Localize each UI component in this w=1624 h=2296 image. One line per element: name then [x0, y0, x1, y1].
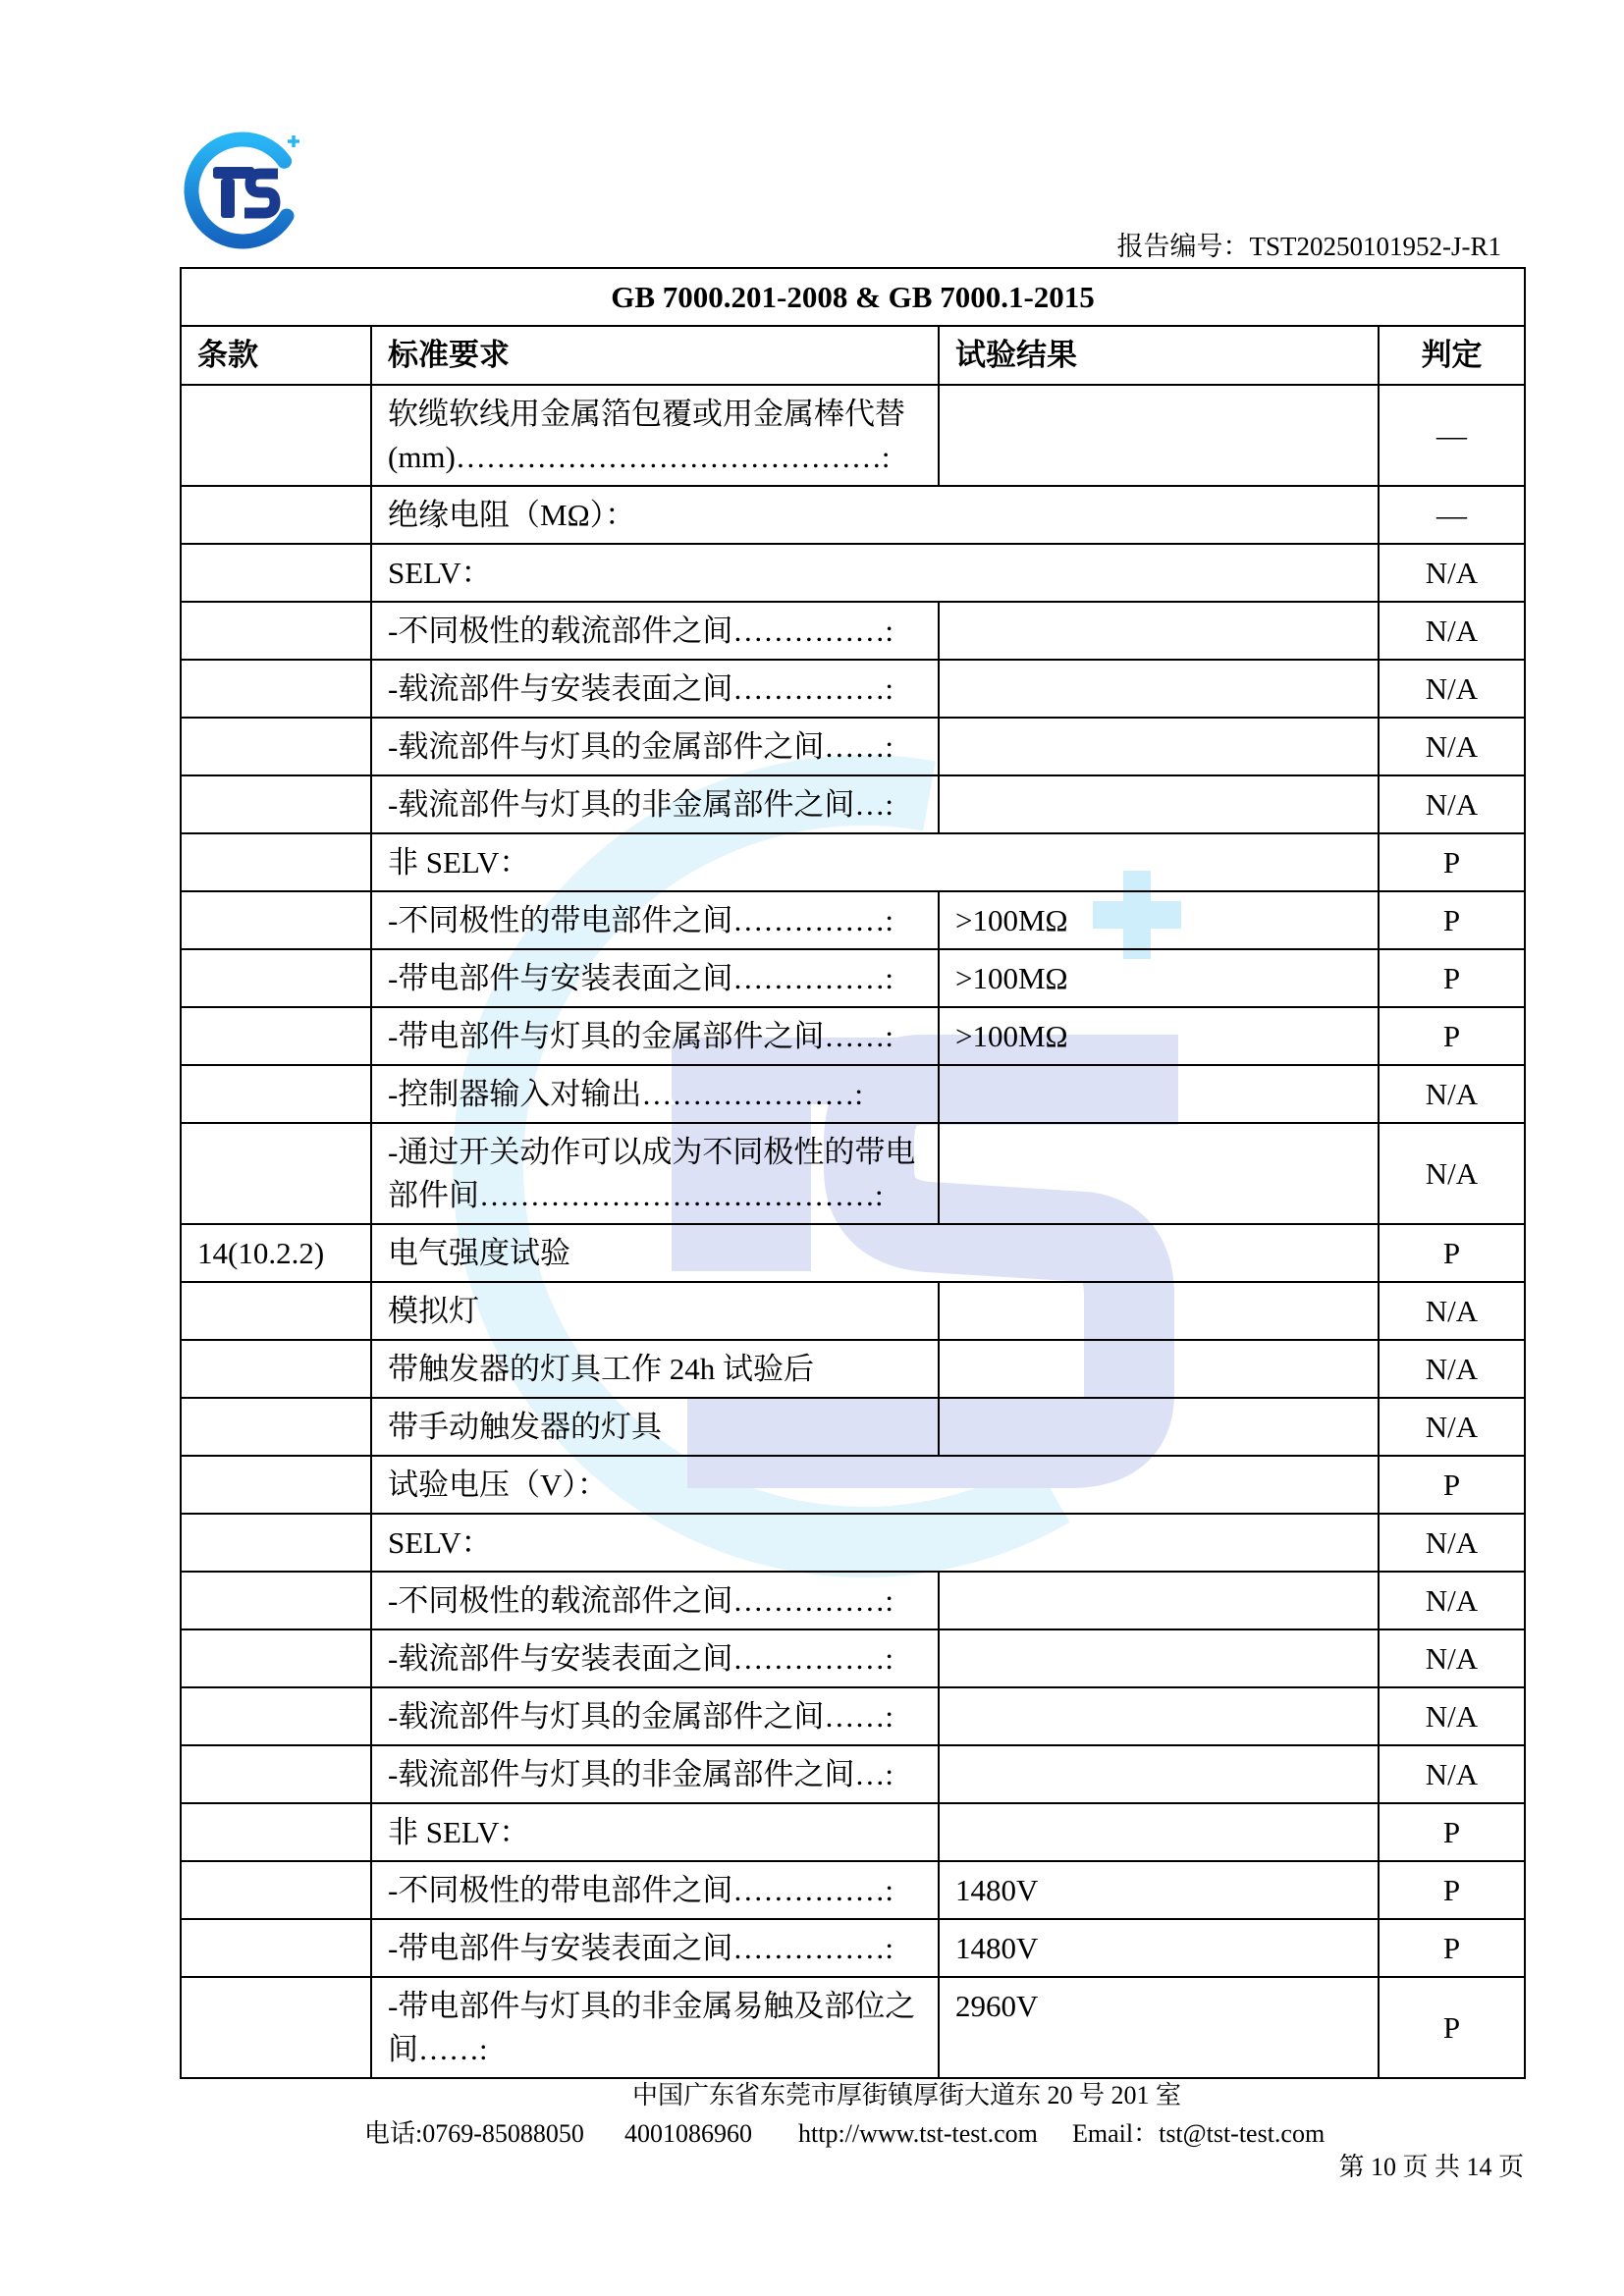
- clause-cell: [181, 1803, 371, 1861]
- footer-phone: 电话:0769-85088050: [364, 2119, 584, 2148]
- requirement-cell: -载流部件与安装表面之间……………:: [371, 660, 939, 718]
- report-number: 报告编号：TST20250101952-J-R1: [1116, 232, 1501, 261]
- table-row: [181, 775, 1525, 833]
- clause-cell: [181, 1282, 371, 1340]
- result-cell: [939, 660, 1379, 718]
- verdict-cell: —: [1379, 486, 1525, 544]
- table-row: [181, 1224, 1525, 1282]
- verdict-cell: P: [1379, 1977, 1525, 2078]
- result-cell: 2960V: [939, 1977, 1379, 2078]
- table-row: [181, 1123, 1525, 1224]
- table-row: [181, 1919, 1525, 1977]
- verdict-cell: N/A: [1379, 1572, 1525, 1629]
- requirement-cell: -不同极性的载流部件之间……………:: [371, 1572, 939, 1629]
- table-row: [181, 1745, 1525, 1803]
- verdict-cell: P: [1379, 891, 1525, 949]
- table-row: [181, 1065, 1525, 1123]
- clause-cell: [181, 1514, 371, 1572]
- table-header-row: [181, 326, 1525, 385]
- table-row: [181, 1687, 1525, 1745]
- table-row: [181, 1514, 1525, 1572]
- column-header-requirement: 标准要求: [371, 326, 939, 385]
- table-title-row: [181, 268, 1525, 326]
- result-cell: [939, 718, 1379, 775]
- result-cell: [939, 1123, 1379, 1224]
- clause-cell: [181, 385, 371, 486]
- test-results-table: [180, 267, 1526, 2079]
- column-header-result: 试验结果: [939, 326, 1379, 385]
- result-cell: [939, 1572, 1379, 1629]
- requirement-cell: 电气强度试验: [371, 1224, 1379, 1282]
- footer-hotline: 4001086960: [624, 2119, 752, 2148]
- clause-cell: [181, 486, 371, 544]
- table-row: [181, 1629, 1525, 1687]
- table-row: [181, 544, 1525, 602]
- verdict-cell: N/A: [1379, 660, 1525, 718]
- column-header-clause: 条款: [181, 326, 371, 385]
- table-row: [181, 1861, 1525, 1919]
- requirement-cell: -载流部件与灯具的金属部件之间……:: [371, 718, 939, 775]
- verdict-cell: P: [1379, 949, 1525, 1007]
- requirement-cell: -不同极性的带电部件之间……………:: [371, 1861, 939, 1919]
- result-cell: [939, 1745, 1379, 1803]
- requirement-cell: 带手动触发器的灯具: [371, 1398, 939, 1456]
- verdict-cell: N/A: [1379, 1629, 1525, 1687]
- requirement-cell: SELV：: [371, 1514, 1379, 1572]
- clause-cell: [181, 1745, 371, 1803]
- result-cell: [939, 1340, 1379, 1398]
- table-row: [181, 891, 1525, 949]
- requirement-cell: -载流部件与灯具的非金属部件之间…:: [371, 1745, 939, 1803]
- requirement-cell: 非 SELV：: [371, 1803, 939, 1861]
- result-cell: [939, 1065, 1379, 1123]
- standard-title: GB 7000.201-2008 & GB 7000.1-2015: [181, 268, 1525, 326]
- table-row: [181, 949, 1525, 1007]
- table-row: [181, 1572, 1525, 1629]
- requirement-cell: 非 SELV：: [371, 833, 1379, 891]
- table-row: [181, 385, 1525, 486]
- verdict-cell: P: [1379, 1803, 1525, 1861]
- requirement-cell: 软缆软线用金属箔包覆或用金属棒代替 (mm)……………………………………:: [371, 385, 939, 486]
- table-row: [181, 1803, 1525, 1861]
- footer-email: Email：tst@tst-test.com: [1072, 2119, 1326, 2148]
- requirement-cell: SELV：: [371, 544, 1379, 602]
- requirement-cell: -控制器输入对输出…………………:: [371, 1065, 939, 1123]
- page-number: 第 10 页 共 14 页: [1338, 2153, 1524, 2181]
- verdict-cell: P: [1379, 833, 1525, 891]
- verdict-cell: N/A: [1379, 1745, 1525, 1803]
- result-cell: [939, 602, 1379, 660]
- clause-cell: [181, 1629, 371, 1687]
- table-row: [181, 1456, 1525, 1514]
- result-cell: >100MΩ: [939, 949, 1379, 1007]
- clause-cell: [181, 949, 371, 1007]
- verdict-cell: N/A: [1379, 1065, 1525, 1123]
- table-row: [181, 1282, 1525, 1340]
- requirement-cell: 模拟灯: [371, 1282, 939, 1340]
- clause-cell: [181, 1123, 371, 1224]
- verdict-cell: N/A: [1379, 1123, 1525, 1224]
- result-cell: [939, 385, 1379, 486]
- clause-cell: [181, 1456, 371, 1514]
- table-row: [181, 1977, 1525, 2078]
- clause-cell: [181, 1007, 371, 1065]
- verdict-cell: N/A: [1379, 544, 1525, 602]
- requirement-cell: 绝缘电阻（MΩ）：: [371, 486, 1379, 544]
- verdict-cell: P: [1379, 1224, 1525, 1282]
- clause-cell: [181, 544, 371, 602]
- table-row: [181, 1340, 1525, 1398]
- table-row: [181, 1007, 1525, 1065]
- result-cell: [939, 1282, 1379, 1340]
- result-cell: [939, 1398, 1379, 1456]
- requirement-cell: -载流部件与灯具的非金属部件之间…:: [371, 775, 939, 833]
- requirement-cell: -载流部件与灯具的金属部件之间……:: [371, 1687, 939, 1745]
- clause-cell: [181, 775, 371, 833]
- tst-logo-icon: [180, 122, 313, 255]
- clause-cell: [181, 602, 371, 660]
- requirement-cell: -带电部件与安装表面之间……………:: [371, 1919, 939, 1977]
- requirement-cell: -带电部件与灯具的非金属易触及部位之 间……:: [371, 1977, 939, 2078]
- clause-cell: [181, 1398, 371, 1456]
- clause-cell: [181, 1065, 371, 1123]
- column-header-verdict: 判定: [1379, 326, 1525, 385]
- table-row: [181, 833, 1525, 891]
- clause-cell: [181, 660, 371, 718]
- verdict-cell: —: [1379, 385, 1525, 486]
- requirement-cell: -带电部件与灯具的金属部件之间……:: [371, 1007, 939, 1065]
- clause-cell: 14(10.2.2): [181, 1224, 371, 1282]
- verdict-cell: P: [1379, 1861, 1525, 1919]
- result-cell: 1480V: [939, 1861, 1379, 1919]
- requirement-cell: 带触发器的灯具工作 24h 试验后: [371, 1340, 939, 1398]
- requirement-cell: -不同极性的载流部件之间……………:: [371, 602, 939, 660]
- result-cell: 1480V: [939, 1919, 1379, 1977]
- result-cell: >100MΩ: [939, 891, 1379, 949]
- requirement-cell: -不同极性的带电部件之间……………:: [371, 891, 939, 949]
- result-cell: [939, 1803, 1379, 1861]
- clause-cell: [181, 1687, 371, 1745]
- clause-cell: [181, 1861, 371, 1919]
- result-cell: [939, 1629, 1379, 1687]
- clause-cell: [181, 1977, 371, 2078]
- clause-cell: [181, 891, 371, 949]
- clause-cell: [181, 1919, 371, 1977]
- verdict-cell: N/A: [1379, 1282, 1525, 1340]
- requirement-cell: -带电部件与安装表面之间……………:: [371, 949, 939, 1007]
- clause-cell: [181, 1572, 371, 1629]
- requirement-cell: 试验电压（V）：: [371, 1456, 1379, 1514]
- table-row: [181, 602, 1525, 660]
- footer-address: 中国广东省东莞市厚街镇厚街大道东 20 号 201 室: [632, 2081, 1182, 2109]
- verdict-cell: N/A: [1379, 602, 1525, 660]
- verdict-cell: N/A: [1379, 1687, 1525, 1745]
- verdict-cell: P: [1379, 1456, 1525, 1514]
- result-cell: [939, 775, 1379, 833]
- verdict-cell: N/A: [1379, 775, 1525, 833]
- table-row: [181, 486, 1525, 544]
- clause-cell: [181, 1340, 371, 1398]
- verdict-cell: N/A: [1379, 1514, 1525, 1572]
- verdict-cell: N/A: [1379, 718, 1525, 775]
- footer-website: http://www.tst-test.com: [798, 2119, 1038, 2148]
- clause-cell: [181, 718, 371, 775]
- verdict-cell: N/A: [1379, 1398, 1525, 1456]
- verdict-cell: P: [1379, 1919, 1525, 1977]
- verdict-cell: N/A: [1379, 1340, 1525, 1398]
- requirement-cell: -通过开关动作可以成为不同极性的带电 部件间…………………………………:: [371, 1123, 939, 1224]
- table-row: [181, 1398, 1525, 1456]
- table-row: [181, 660, 1525, 718]
- result-cell: [939, 1687, 1379, 1745]
- result-cell: >100MΩ: [939, 1007, 1379, 1065]
- clause-cell: [181, 833, 371, 891]
- table-row: [181, 718, 1525, 775]
- verdict-cell: P: [1379, 1007, 1525, 1065]
- requirement-cell: -载流部件与安装表面之间……………:: [371, 1629, 939, 1687]
